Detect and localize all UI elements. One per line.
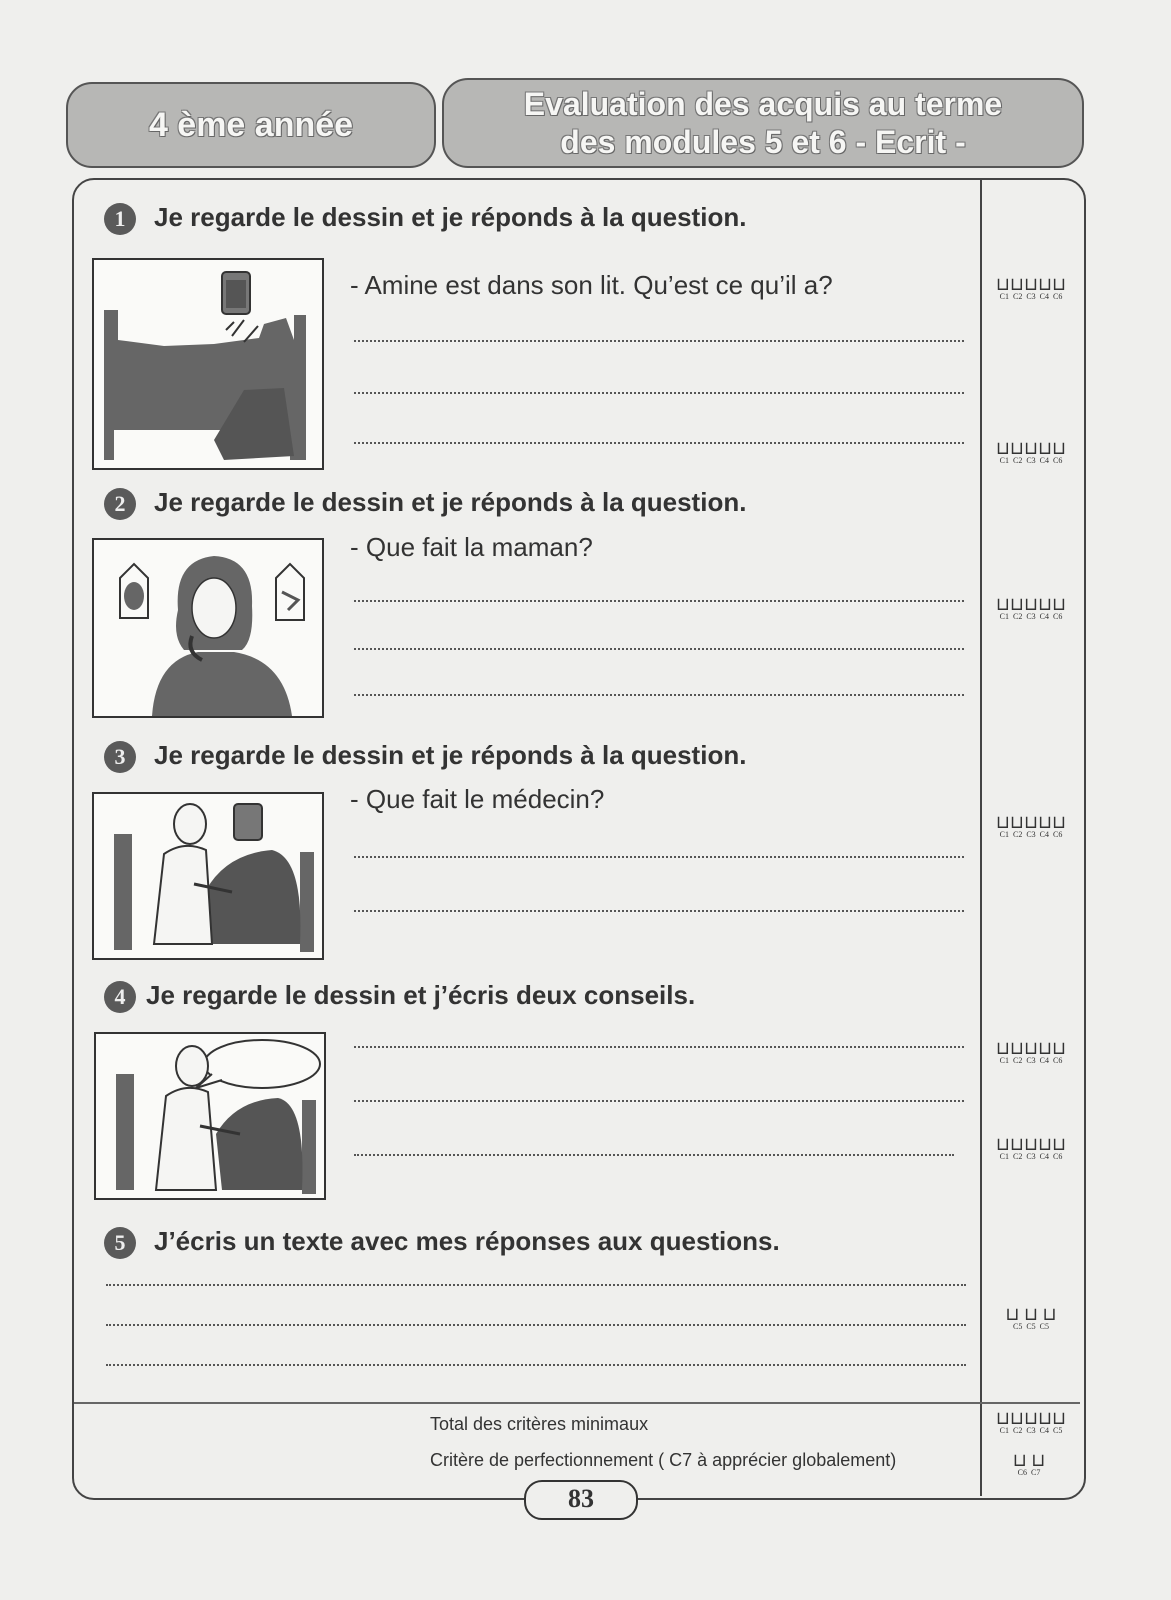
- criteria-checkboxes[interactable]: ⊔⊔⊔⊔⊔: [995, 812, 1067, 832]
- question-4-heading: [104, 980, 695, 1013]
- criteria-labels: C1 C2 C3 C4 C6: [999, 456, 1063, 465]
- answer-line[interactable]: [106, 1364, 966, 1366]
- perfection-criteria-boxes: [1002, 1452, 1056, 1477]
- illustration-mother-on-phone: [92, 538, 324, 718]
- question-1-number: 1: [104, 203, 136, 235]
- criteria-labels: C1 C2 C3 C4 C6: [999, 830, 1063, 839]
- title-banner: [442, 78, 1084, 168]
- criteria-labels: C5 C5 C5: [1012, 1322, 1049, 1331]
- answer-line[interactable]: [354, 340, 964, 342]
- question-3-heading: [104, 740, 746, 773]
- criteria-boxes: [984, 814, 1078, 839]
- question-2-number: 2: [104, 488, 136, 520]
- question-1-heading-text: Je regarde le dessin et je réponds à la question.: [154, 202, 747, 232]
- question-1-heading: [104, 202, 746, 235]
- criteria-labels: C6 C7: [1017, 1468, 1041, 1477]
- footer-divider: [74, 1402, 1080, 1404]
- answer-line[interactable]: [354, 694, 964, 696]
- title-line-1: Evaluation des acquis au terme: [523, 86, 1003, 122]
- criteria-boxes-c5: [994, 1306, 1068, 1331]
- question-3-heading-text: Je regarde le dessin et je réponds à la question.: [154, 740, 747, 770]
- total-criteria-boxes: [984, 1410, 1078, 1435]
- criteria-checkboxes[interactable]: ⊔⊔⊔⊔⊔: [995, 594, 1067, 614]
- criteria-boxes: [984, 440, 1078, 465]
- criteria-labels: C1 C2 C3 C4 C6: [999, 612, 1063, 621]
- criteria-labels: C1 C2 C3 C4 C6: [999, 1056, 1063, 1065]
- illustration-doctor-examining: [92, 792, 324, 960]
- answer-line[interactable]: [354, 442, 964, 444]
- criteria-boxes: [984, 276, 1078, 301]
- question-4-number: 4: [104, 981, 136, 1013]
- criteria-checkboxes[interactable]: ⊔⊔⊔⊔⊔: [995, 274, 1067, 294]
- answer-line[interactable]: [354, 856, 964, 858]
- criteria-checkboxes[interactable]: ⊔ ⊔: [1012, 1450, 1046, 1470]
- question-1-prompt: - Amine est dans son lit. Qu’est ce qu’il a?: [350, 270, 833, 300]
- question-3-number: 3: [104, 741, 136, 773]
- answer-line[interactable]: [354, 600, 964, 602]
- question-5-heading-text: J’écris un texte avec mes réponses aux questions.: [154, 1226, 780, 1256]
- illustration-sick-boy-in-bed: [92, 258, 324, 470]
- question-5-number: 5: [104, 1227, 136, 1259]
- answer-line[interactable]: [354, 1046, 964, 1048]
- criteria-boxes: [984, 1040, 1078, 1065]
- grade-label: 4 ème année: [148, 105, 354, 144]
- answer-line[interactable]: [354, 1154, 954, 1156]
- criteria-labels: C1 C2 C3 C4 C6: [999, 1152, 1063, 1161]
- answer-line[interactable]: [354, 910, 964, 912]
- criteria-checkboxes[interactable]: ⊔⊔⊔⊔⊔: [995, 1038, 1067, 1058]
- question-4-heading-text: Je regarde le dessin et j’écris deux conseils.: [146, 980, 696, 1010]
- total-criteria-label: Total des critères minimaux: [430, 1414, 649, 1434]
- criteria-checkboxes[interactable]: ⊔⊔⊔⊔⊔: [995, 438, 1067, 458]
- criteria-labels: C1 C2 C3 C4 C5: [999, 1426, 1063, 1435]
- criteria-checkboxes[interactable]: ⊔⊔⊔⊔⊔: [995, 1408, 1067, 1428]
- perfection-criteria-label: Critère de perfectionnement ( C7 à apprécier globalement): [430, 1450, 897, 1470]
- criteria-checkboxes[interactable]: ⊔⊔⊔⊔⊔: [995, 1134, 1067, 1154]
- answer-line[interactable]: [354, 392, 964, 394]
- illustration-doctor-advice-bubble: [94, 1032, 326, 1200]
- question-2-heading-text: Je regarde le dessin et je réponds à la question.: [154, 487, 747, 517]
- question-3-prompt: - Que fait le médecin?: [350, 784, 605, 814]
- criteria-column-divider: [980, 180, 982, 1496]
- criteria-checkboxes[interactable]: ⊔ ⊔ ⊔: [1005, 1304, 1057, 1324]
- question-2-heading: [104, 487, 746, 520]
- answer-line[interactable]: [354, 1100, 964, 1102]
- title-line-2: des modules 5 et 6 - Ecrit -: [560, 124, 966, 160]
- answer-line[interactable]: [354, 648, 964, 650]
- criteria-boxes: [984, 1136, 1078, 1161]
- question-2-prompt: - Que fait la maman?: [350, 532, 593, 562]
- answer-line[interactable]: [106, 1284, 966, 1286]
- grade-banner: [66, 82, 436, 168]
- criteria-labels: C1 C2 C3 C4 C6: [999, 292, 1063, 301]
- criteria-boxes: [984, 596, 1078, 621]
- question-5-heading: [104, 1226, 780, 1259]
- answer-line[interactable]: [106, 1324, 966, 1326]
- page-number: 83: [524, 1480, 638, 1520]
